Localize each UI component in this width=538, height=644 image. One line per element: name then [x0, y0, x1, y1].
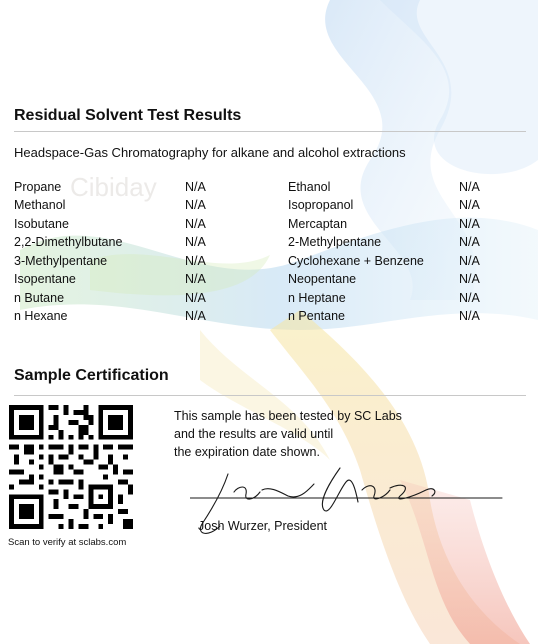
solvent-value: N/A	[185, 272, 206, 286]
qr-code[interactable]	[9, 405, 133, 529]
solvent-name: 2-Methylpentane	[288, 235, 382, 249]
solvent-name: Propane	[14, 180, 62, 194]
solvent-value: N/A	[185, 291, 206, 305]
solvent-value: N/A	[459, 309, 480, 323]
solvent-name: Isopentane	[14, 272, 76, 286]
solvent-value: N/A	[459, 272, 480, 286]
solvent-name: Methanol	[14, 198, 66, 212]
solvent-value: N/A	[185, 180, 206, 194]
solvent-value: N/A	[185, 309, 206, 323]
residual-solvent-title: Residual Solvent Test Results	[14, 107, 242, 124]
scan-to-verify-note: Scan to verify at sclabs.com	[8, 537, 127, 548]
solvent-value: N/A	[459, 254, 480, 268]
solvent-value: N/A	[459, 198, 480, 212]
section-divider	[14, 131, 526, 132]
solvent-name: 2,2-Dimethylbutane	[14, 235, 123, 249]
solvent-name: Neopentane	[288, 272, 357, 286]
solvent-name: n Hexane	[14, 309, 68, 323]
solvent-name: Mercaptan	[288, 217, 348, 231]
certification-statement	[174, 407, 402, 461]
solvent-value: N/A	[185, 235, 206, 249]
solvent-name: n Heptane	[288, 291, 346, 305]
solvent-value: N/A	[459, 180, 480, 194]
watermark-text: Cibiday	[70, 172, 157, 202]
solvent-value: N/A	[459, 291, 480, 305]
solvent-name: Ethanol	[288, 180, 331, 194]
certification-line: and the results are valid until	[174, 427, 334, 441]
certification-line: This sample has been tested by SC Labs	[174, 409, 402, 423]
solvent-name: 3-Methylpentane	[14, 254, 108, 268]
residual-solvent-subtitle: Headspace-Gas Chromatography for alkane and alcohol extractions	[14, 145, 406, 160]
section-divider	[14, 395, 526, 396]
solvent-name: n Butane	[14, 291, 65, 305]
certification-line: the expiration date shown.	[174, 445, 320, 459]
solvent-value: N/A	[185, 198, 206, 212]
solvent-name: n Pentane	[288, 309, 345, 323]
solvent-value: N/A	[185, 254, 206, 268]
solvent-name: Cyclohexane + Benzene	[288, 254, 424, 268]
solvent-value: N/A	[185, 217, 206, 231]
signer-name: Josh Wurzer, President	[198, 519, 327, 533]
solvent-name: Isobutane	[14, 217, 69, 231]
sample-certification-title: Sample Certification	[14, 367, 169, 384]
solvent-name: Isopropanol	[288, 198, 354, 212]
solvent-value: N/A	[459, 235, 480, 249]
solvent-value: N/A	[459, 217, 480, 231]
